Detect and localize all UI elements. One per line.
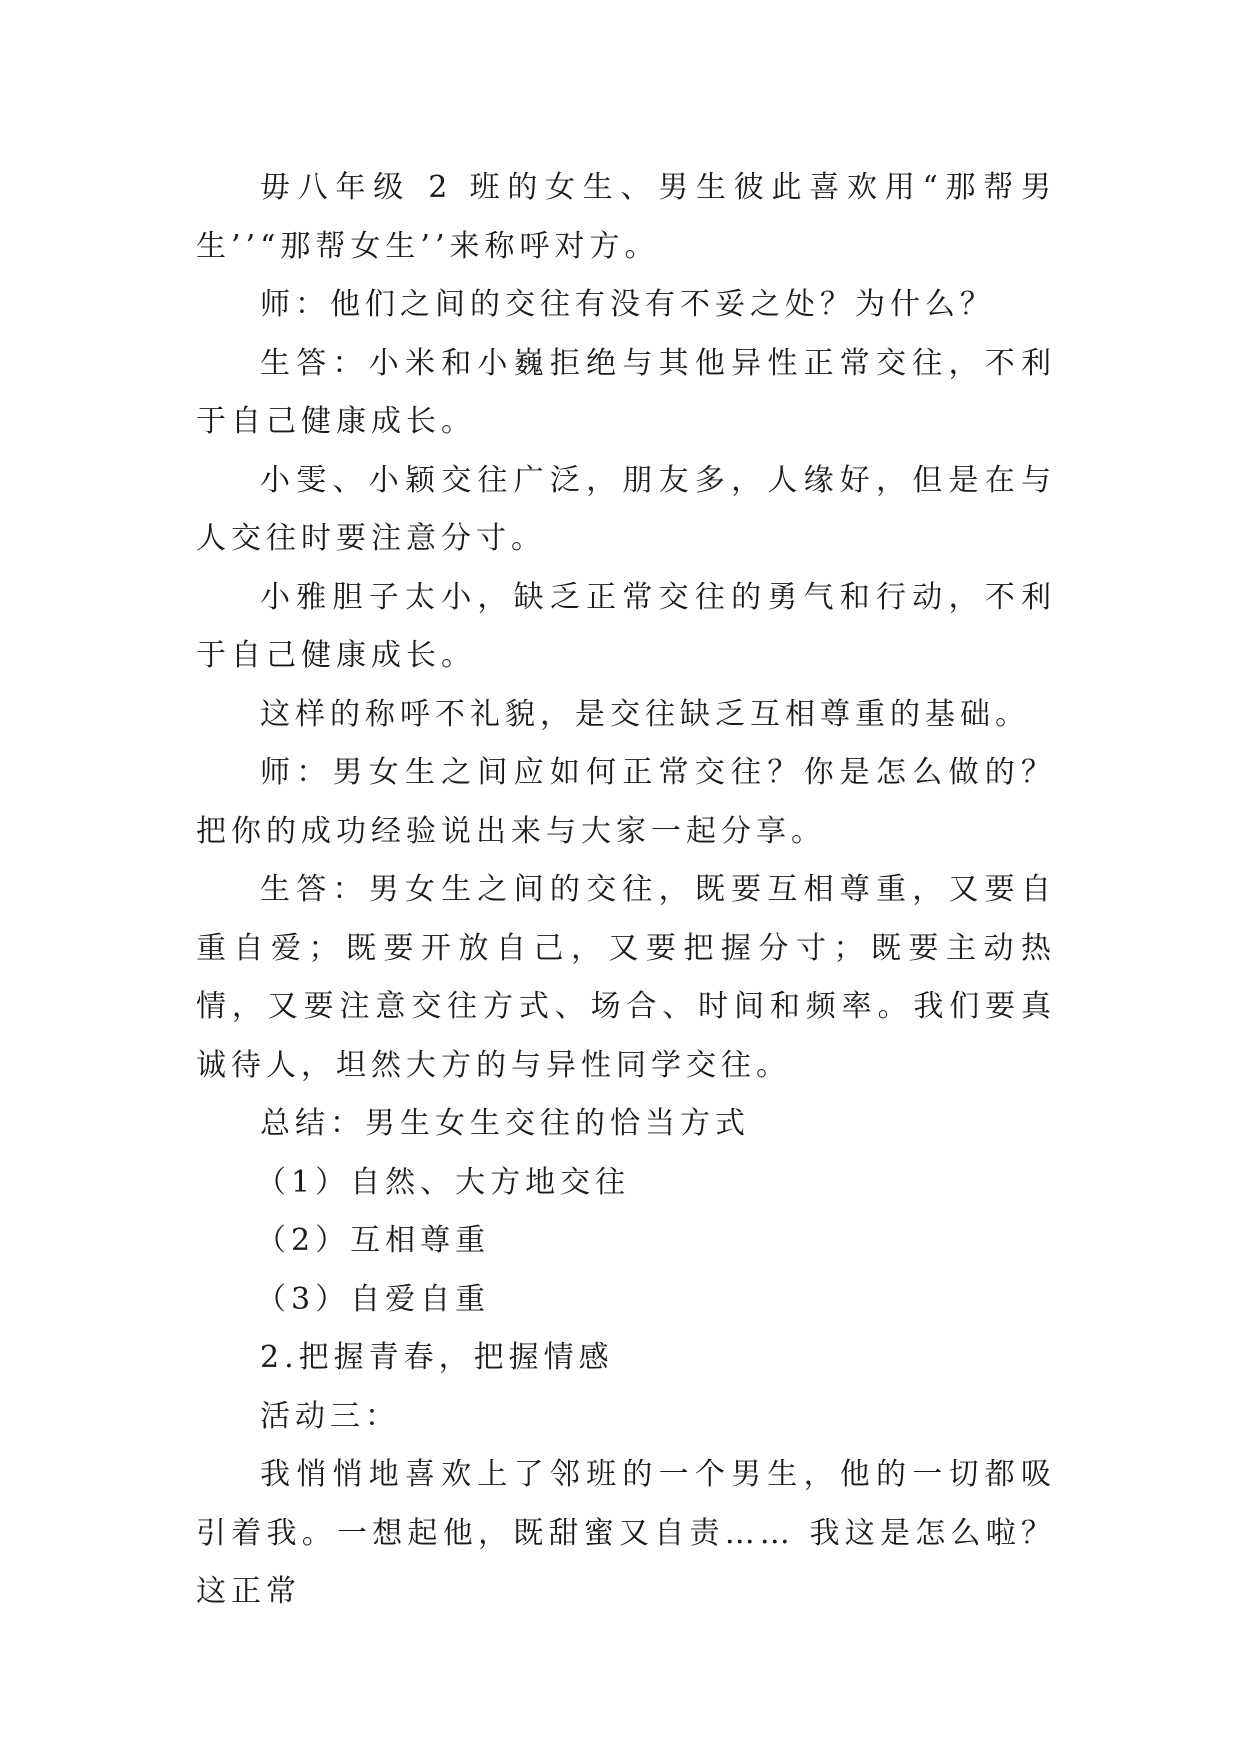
list-item-1: （1）自然、大方地交往 — [256, 1164, 631, 1200]
paragraph-activity-three-story: 我悄悄地喜欢上了邻班的一个男生，他的一切都吸引着我。一想起他，既甜蜜又自责…… 我这是怎么啦？这正常 — [196, 1457, 1056, 1609]
document-body — [196, 159, 1056, 1622]
paragraph-nickname-habit: 毋八年级 2 班的女生、男生彼此喜欢用“那帮男生’’“那帮女生’’来称呼对方。 — [196, 170, 1056, 264]
section-heading-2: 2.把握青春，把握情感 — [260, 1340, 614, 1375]
paragraph-teacher-question-1: 师：他们之间的交往有没有不妥之处？为什么？ — [260, 287, 995, 322]
activity-three-heading: 活动三： — [260, 1398, 400, 1434]
paragraph-student-answer-2: 生答：男女生之间的交往，既要互相尊重，又要自重自爱；既要开放自己，又要把握分寸；既要主动热情，又要注意交往方式、场合、时间和频率。我们要真诚待人，坦然大方的与异性同学交往。 — [196, 872, 1056, 1083]
paragraph-xiaowen-xiaoying: 小雯、小颖交往广泛，朋友多，人缘好，但是在与人交往时要注意分寸。 — [196, 462, 1056, 556]
list-item-2: （2）互相尊重 — [256, 1223, 491, 1258]
paragraph-teacher-question-2: 师：男女生之间应如何正常交往？你是怎么做的？把你的成功经验说出来与大家一起分享。 — [196, 755, 1056, 849]
paragraph-impolite-address: 这样的称呼不礼貌，是交往缺乏互相尊重的基础。 — [260, 696, 1030, 732]
paragraph-student-answer-1: 生答：小米和小巍拒绝与其他异性正常交往，不利于自己健康成长。 — [196, 345, 1056, 439]
paragraph-summary-heading: 总结：男生女生交往的恰当方式 — [260, 1106, 750, 1141]
list-item-3: （3）自爱自重 — [256, 1281, 491, 1317]
paragraph-xiaoya: 小雅胆子太小，缺乏正常交往的勇气和行动，不利于自己健康成长。 — [196, 579, 1056, 673]
